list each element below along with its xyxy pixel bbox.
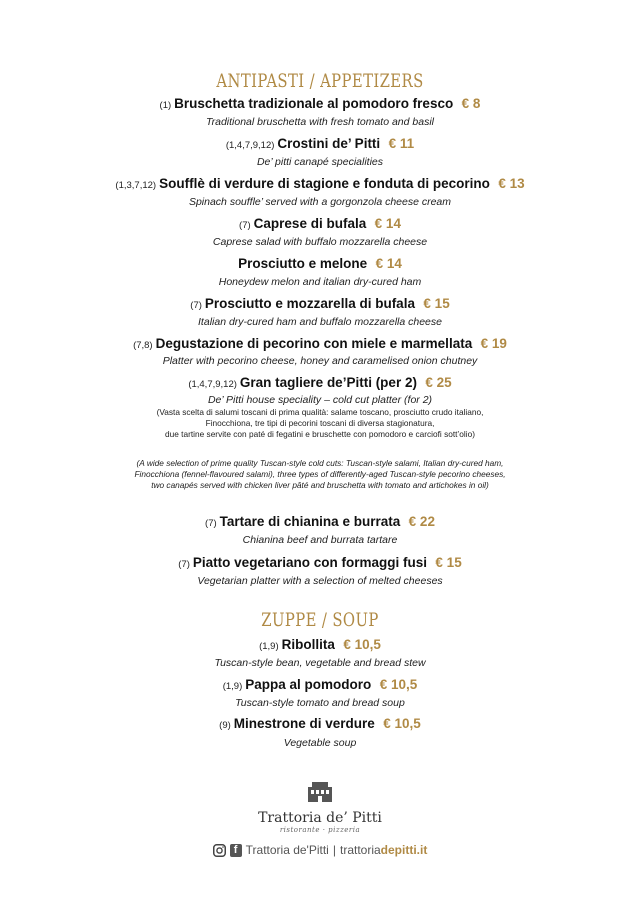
dish-name: Tartare di chianina e burrata: [219, 514, 401, 529]
note-line: (A wide selection of prime quality Tuscan-style cold cuts: Tuscan-style salami, Italian dry-cured ham,: [136, 458, 504, 468]
dish-prosciutto-mozzarella: [0, 295, 640, 313]
dish-prosciutto-melone: [0, 255, 640, 273]
dish-bruschetta: [0, 95, 640, 113]
dish-name: Piatto vegetariano con formaggi fusi: [192, 555, 427, 570]
dish-piatto-vegetariano: [0, 554, 640, 572]
dish-name: Prosciutto e mozzarella di bufala: [204, 296, 415, 311]
dish-description: Caprese salad with buffalo mozzarella cheese: [212, 236, 428, 248]
logo-subtitle: ristorante · pizzeria: [279, 826, 361, 834]
facebook-icon[interactable]: f: [230, 844, 242, 857]
dish-description: Italian dry-cured ham and buffalo mozzarella cheese: [198, 316, 442, 328]
dish-description: Vegetarian platter with a selection of melted cheeses: [197, 575, 443, 587]
allergen-codes: (1,4,7,9,12): [188, 379, 237, 390]
allergen-codes: (7): [190, 300, 202, 311]
dish-minestrone: [0, 715, 640, 733]
dish-ribollita: [0, 636, 640, 654]
allergen-codes: (1): [159, 100, 172, 111]
dish-price: € 25: [425, 375, 452, 390]
allergen-codes: (9): [219, 720, 231, 731]
allergen-codes: (1,9): [222, 681, 243, 692]
dish-price: € 13: [498, 176, 525, 191]
dish-price: € 8: [461, 96, 481, 111]
dish-price: € 14: [375, 256, 402, 271]
dish-name: Prosciutto e melone: [238, 256, 368, 271]
dish-name: Minestrone di verdure: [233, 716, 375, 731]
dish-name: Caprese di bufala: [253, 216, 367, 231]
dish-price: € 15: [423, 296, 450, 311]
footer-separator: |: [332, 843, 336, 857]
dish-name: Pappa al pomodoro: [245, 677, 372, 692]
dish-caprese: [0, 215, 640, 233]
allergen-codes: (1,3,7,12): [115, 180, 157, 191]
dish-price: € 10,5: [343, 637, 381, 652]
building-icon: [307, 780, 333, 802]
allergen-codes: (7): [239, 220, 251, 231]
section-title-zuppe: ZUPPE / SOUP: [261, 609, 379, 631]
dish-description: Vegetable soup: [283, 737, 357, 749]
dish-name: Bruschetta tradizionale al pomodoro fresco: [174, 96, 454, 111]
dish-description: Honeydew melon and italian dry-cured ham: [218, 276, 422, 288]
restaurant-logo: [250, 780, 390, 836]
dish-description: Platter with pecorino cheese, honey and caramelised onion chutney: [162, 355, 478, 367]
dish-price: € 10,5: [379, 677, 418, 692]
dish-description: Chianina beef and burrata tartare: [242, 534, 398, 546]
dish-gran-tagliere: [0, 374, 640, 392]
note-line: (Vasta scelta di salumi toscani di prima qualità: salame toscano, prosciutto crudo italiano,: [156, 407, 484, 417]
footer-contacts: [0, 840, 640, 860]
website-suffix: depitti.it: [380, 843, 428, 857]
dish-tartare: [0, 513, 640, 531]
website-prefix: trattoria: [339, 843, 381, 857]
dish-name: Gran tagliere de’Pitti (per 2): [239, 375, 417, 390]
social-name: Trattoria de'Pitti: [245, 843, 329, 857]
dish-crostini: [0, 135, 640, 153]
dish-name: Crostini de’ Pitti: [277, 136, 381, 151]
note-line: Finocchiona, tre tipi di pecorini toscani di diversa stagionatura,: [205, 418, 435, 428]
dish-description: De’ Pitti house speciality – cold cut platter (for 2): [207, 394, 433, 406]
dish-price: € 22: [408, 514, 435, 529]
dish-description: Tuscan-style bean, vegetable and bread stew: [214, 657, 426, 669]
dish-name: Ribollita: [281, 637, 335, 652]
dish-pappa-pomodoro: [0, 676, 640, 694]
dish-price: € 19: [480, 336, 507, 351]
website-link[interactable]: [340, 843, 427, 857]
allergen-codes: (7): [178, 559, 190, 570]
dish-name: Degustazione di pecorino con miele e marmellata: [155, 336, 473, 351]
instagram-icon[interactable]: [213, 844, 226, 857]
note-line: due tartine servite con paté di fegatini e bruschette con pomodoro e carciofi sott’olio): [165, 429, 475, 439]
platter-note-english: [0, 458, 640, 491]
note-line: two canapés served with chicken liver pâté and bruschetta with tomato and artichokes in oil): [151, 480, 489, 490]
dish-price: € 11: [388, 136, 415, 151]
logo-name: Trattoria de’ Pitti: [258, 810, 382, 826]
dish-price: € 10,5: [383, 716, 421, 731]
dish-degustazione-pecorino: [0, 335, 640, 353]
dish-name: Soufflè di verdure di stagione e fonduta di pecorino: [159, 176, 490, 191]
dish-description: Spinach souffle’ served with a gorgonzola cheese cream: [188, 196, 452, 208]
dish-description: Traditional bruschetta with fresh tomato and basil: [205, 116, 434, 128]
dish-price: € 14: [374, 216, 401, 231]
note-line: Finocchiona (fennel-flavoured salami), three types of differently-aged Tuscan-style pecorino cheeses,: [134, 469, 506, 479]
allergen-codes: (1,4,7,9,12): [225, 140, 275, 151]
dish-price: € 15: [435, 555, 462, 570]
section-title-antipasti: ANTIPASTI / APPETIZERS: [216, 70, 424, 92]
dish-souffle: [0, 175, 640, 193]
platter-note-italian: [0, 407, 640, 440]
allergen-codes: (7,8): [133, 340, 153, 351]
dish-description: Tuscan-style tomato and bread soup: [235, 697, 405, 709]
dish-description: De’ pitti canapé specialities: [256, 156, 384, 168]
allergen-codes: (1,9): [259, 641, 279, 652]
allergen-codes: (7): [205, 518, 217, 529]
